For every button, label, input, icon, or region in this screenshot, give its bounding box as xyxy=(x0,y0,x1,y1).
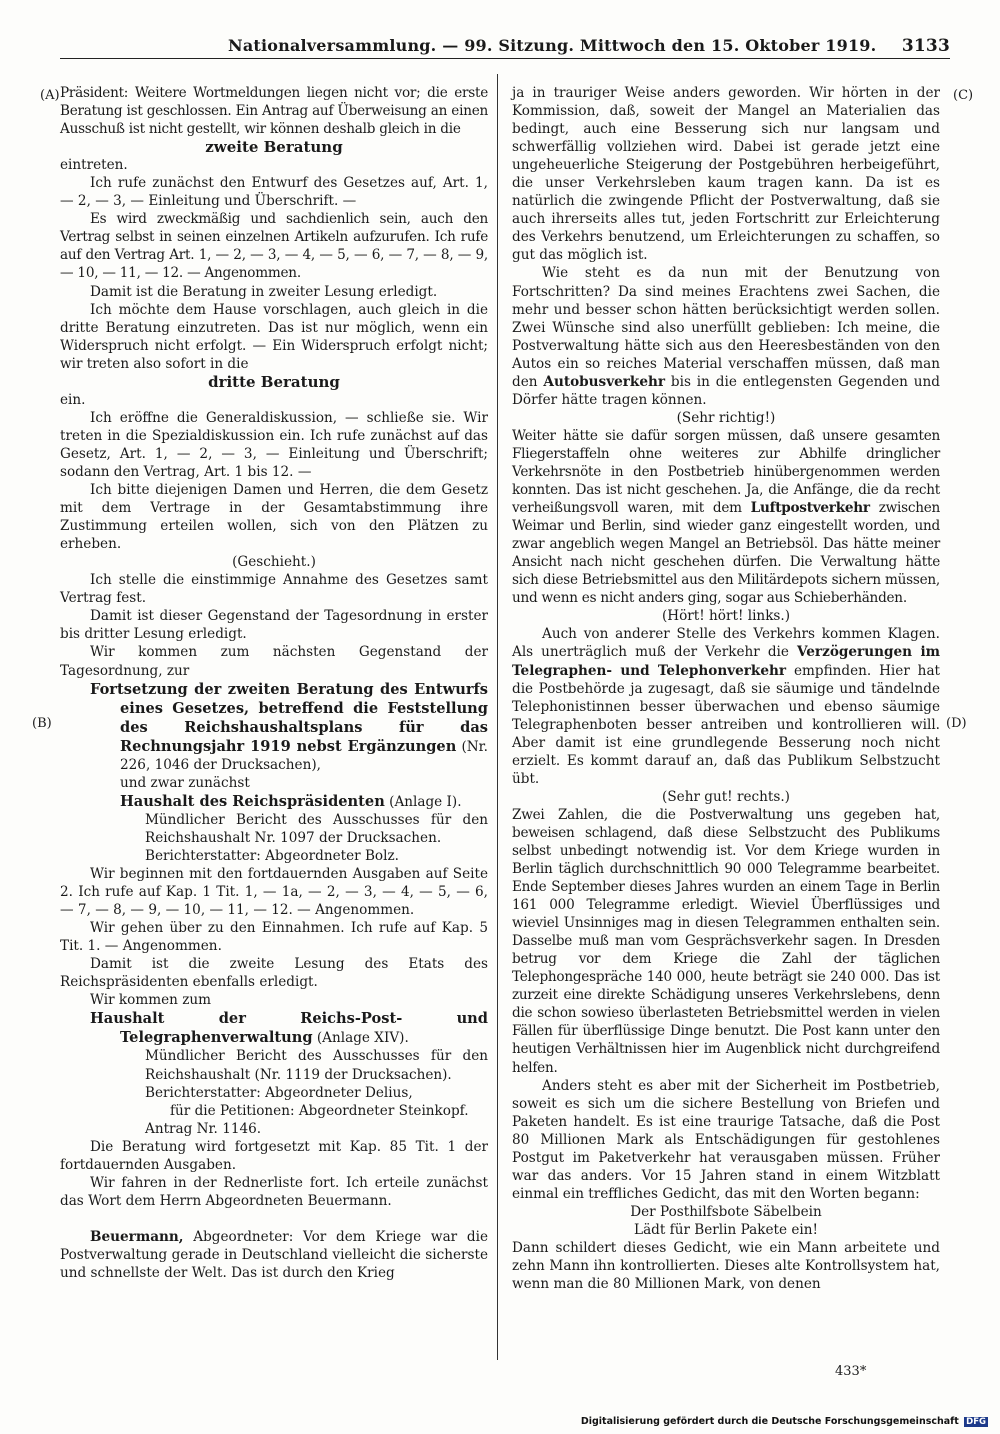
text-span: zwischen Weimar und Berlin, sind wieder ganz eingestellt worden, und zwar angeblich wegen Mangel an Betriebsöl. Das hätte meiner Ansicht nach nicht geschehen dürfen. Die Verwaltung hätte sich diese Betriebsmittel aus den Militärdepots sichern müssen, und wenn es nicht anders ging, sogar aus Schieberhänden. xyxy=(512,500,941,607)
paragraph xyxy=(60,84,488,138)
paragraph: Dann schildert dieses Gedicht, wie ein Mann arbeitete und zehn Mann ihn kontrollierten. Dieses alte Kontrollsystem hat, wenn man die 80 Millionen Mark, von denen xyxy=(512,1240,940,1293)
digitization-footer xyxy=(581,1416,988,1427)
margin-mark-d: (D) xyxy=(946,716,967,731)
agenda-title: Fortsetzung der zweiten Beratung des Entwurfs eines Gesetzes, betreffend die Feststellung des Reichshaushaltsplans für das Rechnungsjahr 1919 nebst Ergänzungen xyxy=(90,680,488,755)
running-header xyxy=(60,34,950,59)
rapporteur-line: Berichterstatter: Abgeordneter Delius, xyxy=(145,1084,413,1101)
paragraph: Damit ist dieser Gegenstand der Tagesordnung in erster bis dritter Lesung erledigt. xyxy=(60,608,488,643)
speaker-praesident: Präsident: Weitere Wortmeldungen liegen nicht vor; die erste Beratung ist geschlossen. Ein Antrag auf Überweisung an einen Ausschuß ist nicht gestellt, wir können deshalb gleich in die xyxy=(60,85,488,138)
column-rule xyxy=(497,74,498,1360)
paragraph: Ich bitte diejenigen Damen und Herren, die dem Gesetz mit dem Vertrage in der Gesamtabstimmung ihre Zustimmung erteilen wollen, sich von den Plätzen zu erheben. xyxy=(60,482,488,553)
paragraph: ein. xyxy=(60,391,86,408)
header-title: Nationalversammlung. — 99. Sitzung. Mittwoch den 15. Oktober 1919. xyxy=(228,36,877,55)
left-column xyxy=(60,84,488,1282)
petitions-line: für die Petitionen: Abgeordneter Steinkopf. xyxy=(170,1102,469,1119)
paragraph: Damit ist die zweite Lesung des Etats des Reichspräsidenten ebenfalls erledigt. xyxy=(60,956,488,991)
paragraph: ja in trauriger Weise anders geworden. Wir hörten in der Kommission, daß, soweit der Mangel an Materialien das bedingt, auch eine Besserung sich nur langsam und schwerfällig vollziehen wird. Dabei ist gerade jetzt eine ungeheuerliche Steigerung der Postgebühren herbeigeführt, die unser Verkehrsleben kaum tragen kann. Da ist es natürlich die zwingende Pflicht der Postverwaltung, daß sie auch ihrerseits alles tut, jeden Fortschritt zur Erleichterung des Verkehrs benutzend, um Erleichterungen zu schaffen, so gut das möglich ist. xyxy=(512,85,940,264)
paragraph: Ich eröffne die Generaldiskussion, — schließe sie. Wir treten in die Spezialdiskussion ein. Ich rufe zunächst auf das Gesetz, Art. 1, — 2, — 3, — Einleitung und Überschrift; sodann den Vertrag, Art. 1 bis 12. — xyxy=(60,409,488,480)
interjection: (Geschieht.) xyxy=(232,554,316,571)
right-column xyxy=(512,84,940,1293)
paragraph: Ich stelle die einstimmige Annahme des Gesetzes samt Vertrag fest. xyxy=(60,572,488,607)
paragraph: Ich möchte dem Hause vorschlagen, auch gleich in die dritte Beratung einzutreten. Das ist nur möglich, wenn ein Widerspruch nicht erfolgt. — Ein Widerspruch erfolgt nicht; wir treten also sofort in die xyxy=(60,301,488,372)
paragraph: Die Beratung wird fortgesetzt mit Kap. 85 Tit. 1 der fortdauernden Ausgaben. xyxy=(60,1138,488,1173)
interjection: (Sehr gut! rechts.) xyxy=(662,788,790,805)
heading-dritte-beratung: dritte Beratung xyxy=(208,372,340,391)
interjection: (Sehr richtig!) xyxy=(676,409,776,426)
report-line: Mündlicher Bericht des Ausschusses für den Reichshaushalt Nr. 1097 der Drucksachen. xyxy=(145,811,488,846)
paragraph: Ich rufe zunächst den Entwurf des Gesetzes auf, Art. 1, — 2, — 3, — Einleitung und Überschrift. — xyxy=(60,175,488,210)
text-span: Wie steht es da nun mit der Benutzung von Fortschritten? Da sind meines Erachtens zwei Sachen, die mehr und besser schon hätten berücksichtigt werden sollen. Zwei Wünsche sind also unerfüllt geblieben: Ich meine, die Postverwaltung hätte sich aus den Heeresbeständen von den Autos ein so reiches Material verschaffen müssen, daß man den xyxy=(512,265,940,390)
paragraph: Wir gehen über zu den Einnahmen. Ich rufe auf Kap. 5 Tit. 1. — Angenommen. xyxy=(60,920,488,955)
speaker-beuermann: Beuermann, xyxy=(90,1228,184,1245)
budget-title: Haushalt des Reichspräsidenten xyxy=(120,792,385,810)
heading-zweite-beratung: zweite Beratung xyxy=(205,138,343,157)
agenda-item-heading xyxy=(60,680,488,774)
paragraph: Wir beginnen mit den fortdauernden Ausgaben auf Seite 2. Ich rufe auf Kap. 1 Tit. 1, — 1a, — 2, — 3, — 4, — 5, — 6, — 7, — 8, — 9, — 10, — 11, — 12. — Angenommen. xyxy=(60,866,488,919)
paragraph: Damit ist die Beratung in zweiter Lesung erledigt. xyxy=(90,283,438,300)
dfg-logo: DFG xyxy=(966,1417,986,1427)
paragraph: Es wird zweckmäßig und sachdienlich sein, auch den Vertrag selbst in seinen einzelnen Artikeln aufzurufen. Ich rufe auf den Vertrag Art. 1, — 2, — 3, — 4, — 5, — 6, — 7, — 8, — 9, — 10, — 11, — 12. — Angenommen. xyxy=(60,211,488,282)
footer-text: Digitalisierung gefördert durch die Deutsche Forschungsgemeinschaft xyxy=(580,1416,959,1427)
paragraph: Wir fahren in der Rednerliste fort. Ich erteile zunächst das Wort dem Herrn Abgeordneten Beuermann. xyxy=(60,1174,488,1209)
emphasis: Autobusverkehr xyxy=(543,373,666,390)
paragraph xyxy=(512,625,940,787)
paragraph: Wir kommen zum xyxy=(90,992,212,1009)
margin-mark-c: (C) xyxy=(953,88,974,103)
budget-annex: (Anlage I). xyxy=(389,793,462,810)
emphasis: Verzögerungen im Telegraphen- und Telephonverkehr xyxy=(512,644,940,679)
budget-title: Haushalt der Reichs-Post- und Telegraphenverwaltung xyxy=(90,1010,488,1047)
speech-text: Abgeordneter: Vor dem Kriege war die Postverwaltung gerade in Deutschland vielleicht die sicherste und schnellste der Welt. Das ist durch den Krieg xyxy=(60,1228,489,1281)
agenda-reference: (Nr. 226, 1046 der Drucksachen), xyxy=(120,738,488,773)
text-span: empfinden. Hier hat die Postbehörde ja zugesagt, daß sie säumige und tändelnde Telephonistinnen besser überwachen und ebenso säumige Telegraphenboten besser antreiben und kontrollieren will. Aber damit ist eine grundlegende Besserung noch nicht erzielt. Es kommt darauf an, daß das Publikum Selbstzucht übt. xyxy=(512,662,941,787)
sheet-signature: 433* xyxy=(835,1364,867,1379)
text-span: Auch von anderer Stelle des Verkehrs kommen Klagen. Als unerträglich muß der Verkehr die xyxy=(512,626,940,661)
budget-heading xyxy=(60,1009,488,1047)
agenda-subtext: und zwar zunächst xyxy=(120,774,250,791)
report-line: Mündlicher Bericht des Ausschusses für den Reichshaushalt (Nr. 1119 der Drucksachen). xyxy=(145,1048,488,1083)
interjection: (Hört! hört! links.) xyxy=(661,608,791,625)
margin-mark-a: (A) xyxy=(40,88,60,103)
paragraph: Zwei Zahlen, die die Postverwaltung uns gegeben hat, beweisen schlagend, daß diese Selbstzucht des Publikums selbst unbedingt notwendig ist. Vor dem Kriege wurden in Berlin täglich durchschnittlich 90 000 Telegramme bearbeitet. Ende September dieses Jahres wurden an einem Tage in Berlin 161 000 Telegramme erledigt. Wieviel Überflüssiges und wieviel Unsinniges mag in diesen Telegrammen enthalten sein. Dasselbe muß man vom Gesprächsverkehr sagen. In Dresden betrug vor dem Kriege die Zahl der täglichen Telephongespräche 140 000, heute beträgt sie 240 000. Das ist zurzeit eine direkte Schädigung unseres Verkehrslebens, denn die schon sowieso überlasteten Betriebsmittel werden in vielen Fällen für überflüssige Dinge benutzt. Die Post kann unter den heutigen Verhältnissen hier im Augenblick nicht durchgreifend helfen. xyxy=(512,806,940,1076)
paragraph: eintreten. xyxy=(60,157,128,174)
paragraph xyxy=(512,427,940,607)
emphasis: Luftpostverkehr xyxy=(750,500,870,517)
paragraph: Wir kommen zum nächsten Gegenstand der Tagesordnung, zur xyxy=(60,644,488,679)
margin-mark-b: (B) xyxy=(32,716,52,731)
paragraph xyxy=(60,1228,488,1282)
budget-annex: (Anlage XIV). xyxy=(316,1030,409,1047)
text-span: bis in die entlegensten Gegenden und Dörfer hätte tragen können. xyxy=(512,373,940,408)
poem-line: Der Posthilfsbote Säbelbein xyxy=(630,1203,822,1220)
poem-line: Lädt für Berlin Pakete ein! xyxy=(634,1221,818,1238)
budget-heading xyxy=(60,792,488,811)
page-number: 3133 xyxy=(901,36,950,56)
rapporteur-line: Berichterstatter: Abgeordneter Bolz. xyxy=(145,847,399,864)
paragraph: Anders steht es aber mit der Sicherheit im Postbetrieb, soweit es sich um die sichere Bestellung von Briefen und Paketen handelt. Es ist eine traurige Tatsache, daß die Post 80 Millionen Mark als Entschädigungen für gestohlenes Postgut im Paketverkehr hat verausgaben müssen. Früher war das anders. Vor 15 Jahren stand in einem Witzblatt einmal ein treffliches Gedicht, das mit den Worten begann: xyxy=(512,1077,940,1202)
text-span: Weiter hätte sie dafür sorgen müssen, daß unsere gesamten Fliegerstaffeln ohne weiteres zur Abhilfe dringlicher Verkehrsnöte in den Postbetrieb hinübergenommen werden konnten. Das ist nicht geschehen. Ja, die Anfänge, die da recht verheißungsvoll waren, mit dem xyxy=(512,427,940,517)
paragraph xyxy=(512,264,940,408)
motion-line: Antrag Nr. 1146. xyxy=(145,1120,262,1137)
